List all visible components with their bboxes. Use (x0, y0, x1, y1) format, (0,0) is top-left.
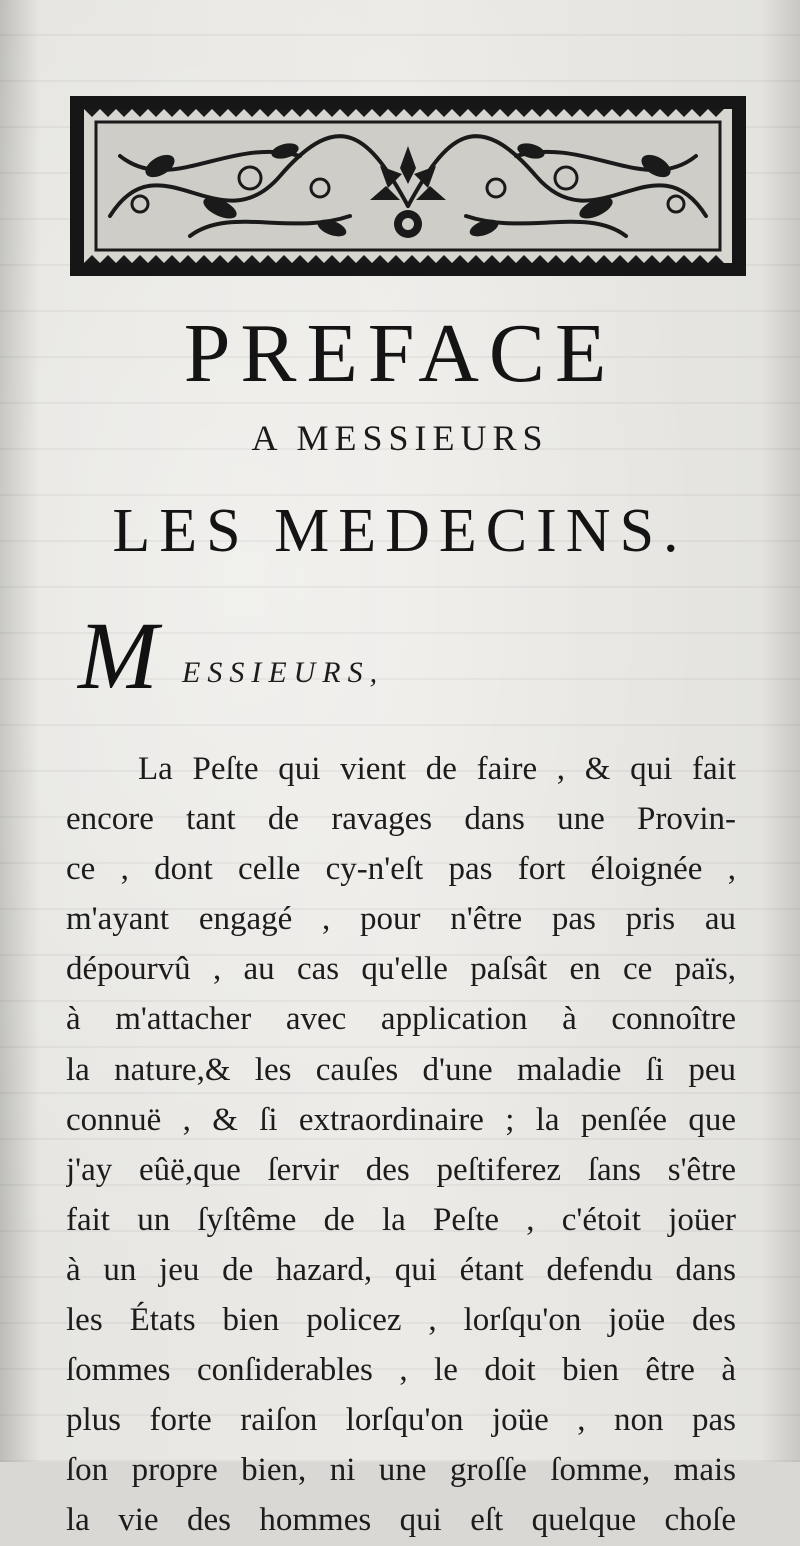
salutation-text: ESSIEURS, (182, 656, 385, 689)
drop-cap: M (78, 602, 158, 709)
salutation (78, 602, 578, 709)
text-line: plus forte raiſon lorſqu'on joüe , non pas (66, 1402, 736, 1439)
text-line: la nature,& les cauſes d'une maladie ſi peu (66, 1051, 736, 1088)
text-line: la vie des hommes qui eſt quelque choſe (66, 1502, 736, 1539)
floral-headpiece-ornament (70, 96, 746, 276)
text-line: m'ayant engagé , pour n'être pas pris au (66, 901, 736, 938)
text-line: ſon propre bien, ni une groſſe ſomme, mais (66, 1452, 736, 1489)
text-line: fait un ſyſtême de la Peſte , c'étoit joüer (66, 1201, 736, 1238)
text-line: connuë , & ſi extraordinaire ; la penſée que (66, 1101, 736, 1138)
text-line: les États bien policez , lorſqu'on joüe des (66, 1302, 736, 1339)
page-subtitle-secondary: LES MEDECINS. (112, 497, 688, 565)
text-line: à un jeu de hazard, qui étant defendu dans (66, 1251, 736, 1288)
page-subtitle: A MESSIEURS (251, 418, 549, 458)
text-line: ſommes conſiderables , le doit bien être à (66, 1352, 736, 1389)
text-line: La Peſte qui vient de faire , & qui fait (138, 751, 736, 787)
text-line: ce , dont celle cy-n'eſt pas fort éloignée , (66, 851, 736, 888)
body-text (66, 744, 736, 1546)
text-line: dépourvû , au cas qu'elle paſsât en ce païs, (66, 951, 736, 988)
text-line: j'ay eûë,que ſervir des peſtiferez ſans s'être (66, 1151, 736, 1188)
text-line: à m'attacher avec application à connoître (66, 1001, 736, 1038)
text-line: encore tant de ravages dans une Provin- (66, 801, 736, 838)
page-title: PREFACE (183, 307, 617, 400)
